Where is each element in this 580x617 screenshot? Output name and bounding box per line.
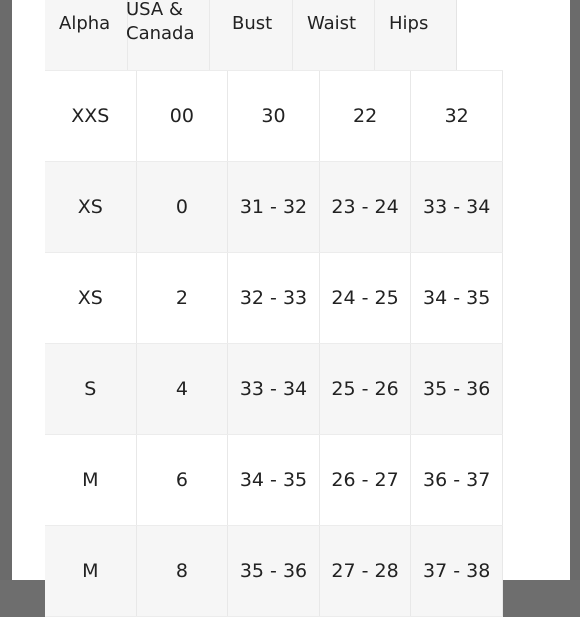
cell-alpha: S [45, 344, 137, 434]
cell-usa-canada: 6 [137, 435, 229, 525]
table-row [45, 435, 503, 526]
cell-waist: 25 - 26 [320, 344, 412, 434]
table-row [45, 526, 503, 617]
header-bust: Bust [210, 0, 293, 70]
size-chart-page [12, 0, 570, 580]
cell-hips: 34 - 35 [411, 253, 503, 343]
table-header-row [45, 0, 457, 70]
cell-hips: 36 - 37 [411, 435, 503, 525]
cell-usa-canada: 4 [137, 344, 229, 434]
cell-waist: 23 - 24 [320, 162, 412, 252]
cell-waist: 27 - 28 [320, 526, 412, 616]
cell-hips: 35 - 36 [411, 344, 503, 434]
cell-waist: 22 [320, 71, 412, 161]
cell-usa-canada: 00 [137, 71, 229, 161]
cell-waist: 26 - 27 [320, 435, 412, 525]
right-frame-border [570, 0, 580, 580]
table-row [45, 71, 503, 162]
cell-bust: 33 - 34 [228, 344, 320, 434]
cell-bust: 32 - 33 [228, 253, 320, 343]
table-row [45, 344, 503, 435]
cell-bust: 34 - 35 [228, 435, 320, 525]
cell-bust: 35 - 36 [228, 526, 320, 616]
cell-usa-canada: 8 [137, 526, 229, 616]
header-waist: Waist [293, 0, 375, 70]
table-row [45, 253, 503, 344]
header-usa-canada-label: USA & Canada [126, 0, 195, 44]
left-frame-border [0, 0, 12, 580]
cell-alpha: XXS [45, 71, 137, 161]
header-hips: Hips [375, 0, 457, 70]
header-usa-canada [128, 0, 210, 70]
header-alpha: Alpha [45, 0, 128, 70]
table-row [45, 162, 503, 253]
cell-hips: 32 [411, 71, 503, 161]
size-table [45, 70, 503, 617]
cell-hips: 33 - 34 [411, 162, 503, 252]
cell-bust: 31 - 32 [228, 162, 320, 252]
cell-alpha: XS [45, 162, 137, 252]
cell-usa-canada: 2 [137, 253, 229, 343]
cell-bust: 30 [228, 71, 320, 161]
cell-alpha: M [45, 435, 137, 525]
cell-hips: 37 - 38 [411, 526, 503, 616]
cell-waist: 24 - 25 [320, 253, 412, 343]
cell-usa-canada: 0 [137, 162, 229, 252]
cell-alpha: XS [45, 253, 137, 343]
cell-alpha: M [45, 526, 137, 616]
